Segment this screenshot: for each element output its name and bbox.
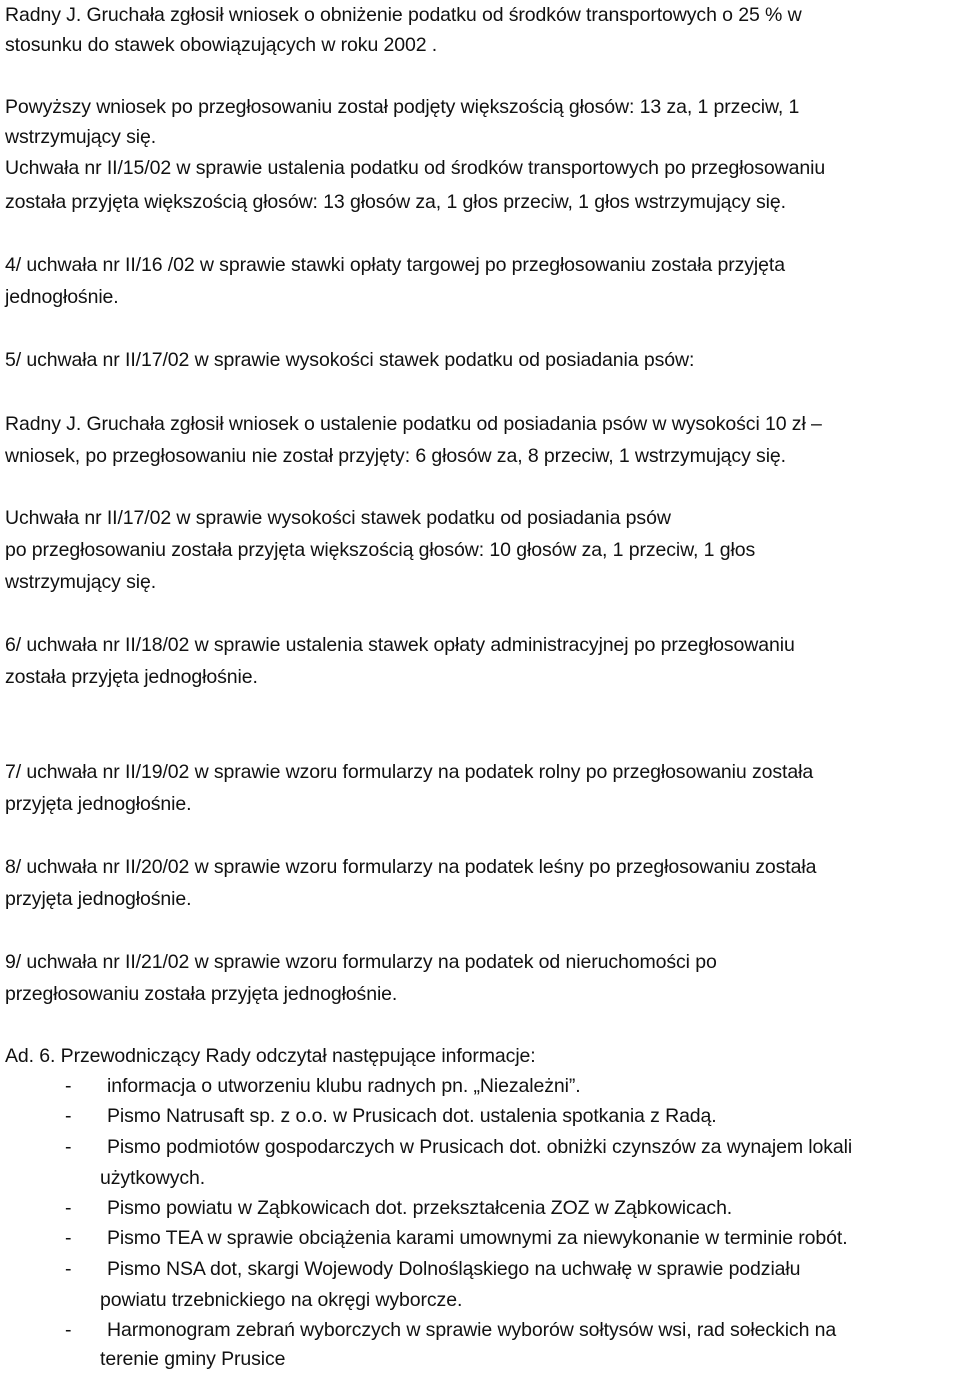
list-item-continuation: powiatu trzebnickiego na okręgi wyborcze. <box>100 1289 463 1311</box>
paragraph-line: stosunku do stawek obowiązujących w roku 2002 . <box>5 34 438 56</box>
list-dash: - <box>65 1105 72 1127</box>
paragraph-line: Uchwała nr II/15/02 w sprawie ustalenia podatku od środków transportowych po przegłosowaniu <box>5 157 826 179</box>
paragraph-line: wstrzymujący się. <box>5 571 157 593</box>
paragraph-line: po przegłosowaniu została przyjęta większością głosów: 10 głosów za, 1 przeciw, 1 głos <box>5 539 756 561</box>
list-item: Pismo Natrusaft sp. z o.o. w Prusicach dot. ustalenia spotkania z Radą. <box>107 1105 717 1127</box>
ad6-intro: Ad. 6. Przewodniczący Rady odczytał następujące informacje: <box>5 1045 536 1067</box>
paragraph-line: 9/ uchwała nr II/21/02 w sprawie wzoru formularzy na podatek od nieruchomości po <box>5 951 717 973</box>
list-dash: - <box>65 1227 72 1249</box>
paragraph-line: wniosek, po przegłosowaniu nie został przyjęty: 6 głosów za, 8 przeciw, 1 wstrzymujący się. <box>5 445 786 467</box>
paragraph-line: została przyjęta większością głosów: 13 głosów za, 1 głos przeciw, 1 głos wstrzymujący się. <box>5 191 786 213</box>
paragraph-line: Radny J. Gruchała zgłosił wniosek o obniżenie podatku od środków transportowych o 25 % w <box>5 4 802 26</box>
list-item: Pismo NSA dot, skargi Wojewody Dolnośląskiego na uchwałę w sprawie podziału <box>107 1258 801 1280</box>
list-item: Pismo powiatu w Ząbkowicach dot. przekształcenia ZOZ w Ząbkowicach. <box>107 1197 733 1219</box>
list-dash: - <box>65 1258 72 1280</box>
paragraph-line: została przyjęta jednogłośnie. <box>5 666 258 688</box>
list-dash: - <box>65 1319 72 1341</box>
list-item: informacja o utworzeniu klubu radnych pn. „Niezależni”. <box>107 1075 581 1097</box>
paragraph-line: 4/ uchwała nr II/16 /02 w sprawie stawki opłaty targowej po przegłosowaniu została przyjęta <box>5 254 785 276</box>
paragraph-line: 8/ uchwała nr II/20/02 w sprawie wzoru formularzy na podatek leśny po przegłosowaniu została <box>5 856 817 878</box>
paragraph-line: wstrzymujący się. <box>5 126 157 148</box>
paragraph-line: 5/ uchwała nr II/17/02 w sprawie wysokości stawek podatku od posiadania psów: <box>5 349 695 371</box>
paragraph-line: przyjęta jednogłośnie. <box>5 793 192 815</box>
paragraph-line: Radny J. Gruchała zgłosił wniosek o ustalenie podatku od posiadania psów w wysokości 10 zł – <box>5 413 822 435</box>
list-item-continuation: terenie gminy Prusice <box>100 1348 286 1370</box>
list-item-continuation: użytkowych. <box>100 1167 206 1189</box>
paragraph-line: Powyższy wniosek po przegłosowaniu został podjęty większością głosów: 13 za, 1 przeciw, 1 <box>5 96 800 118</box>
paragraph-line: 7/ uchwała nr II/19/02 w sprawie wzoru formularzy na podatek rolny po przegłosowaniu została <box>5 761 814 783</box>
list-item: Harmonogram zebrań wyborczych w sprawie wyborów sołtysów wsi, rad sołeckich na <box>107 1319 837 1341</box>
paragraph-line: 6/ uchwała nr II/18/02 w sprawie ustalenia stawek opłaty administracyjnej po przegłosowaniu <box>5 634 795 656</box>
list-dash: - <box>65 1075 72 1097</box>
paragraph-line: jednogłośnie. <box>5 286 119 308</box>
list-item: Pismo TEA w sprawie obciążenia karami umownymi za niewykonanie w terminie robót. <box>107 1227 848 1249</box>
list-item: Pismo podmiotów gospodarczych w Prusicach dot. obniżki czynszów za wynajem lokali <box>107 1136 853 1158</box>
paragraph-line: przyjęta jednogłośnie. <box>5 888 192 910</box>
paragraph-line: Uchwała nr II/17/02 w sprawie wysokości stawek podatku od posiadania psów <box>5 507 671 529</box>
paragraph-line: przegłosowaniu została przyjęta jednogłośnie. <box>5 983 398 1005</box>
list-dash: - <box>65 1197 72 1219</box>
list-dash: - <box>65 1136 72 1158</box>
